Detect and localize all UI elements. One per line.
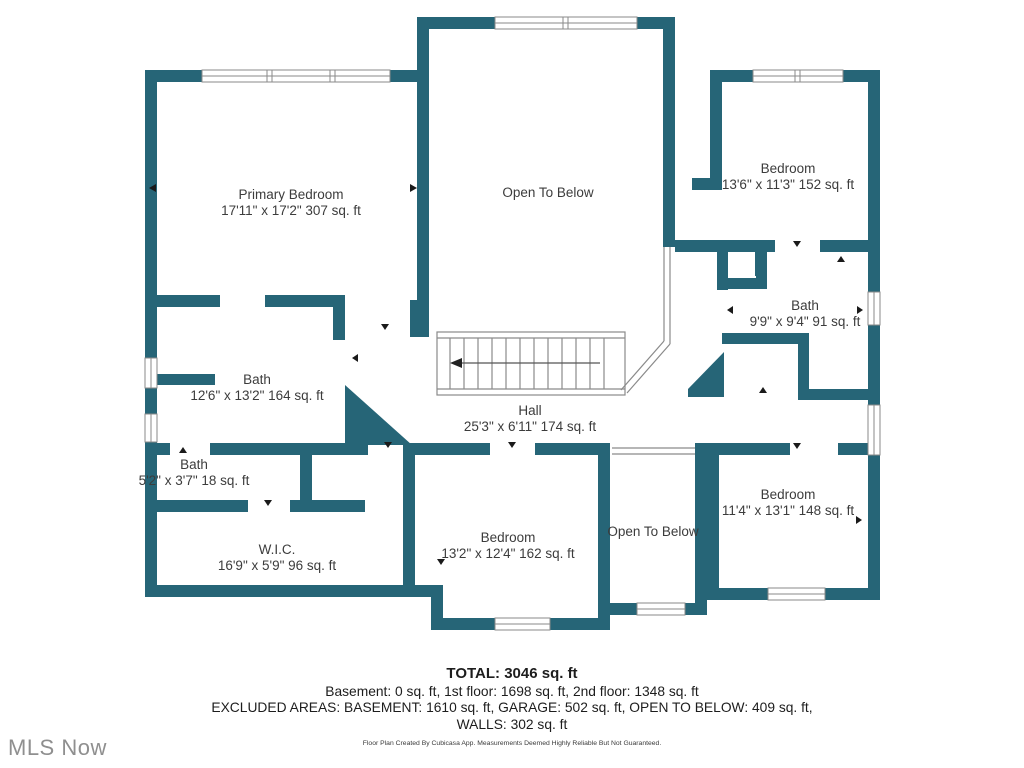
room-dims: 16'9" x 5'9" 96 sq. ft xyxy=(217,558,337,574)
room-name: Open To Below xyxy=(502,185,594,200)
room-label-open-to-below-bottom xyxy=(607,524,698,540)
room-name: Bedroom xyxy=(480,530,536,545)
room-label-primary-bedroom xyxy=(221,187,361,219)
disclaimer-text: Floor Plan Created By Cubicasa App. Measurements Deemed Highly Reliable But Not Guaranteed. xyxy=(362,739,662,747)
room-dims: 11'4" x 13'1" 148 sq. ft xyxy=(721,503,855,519)
room-label-bedroom-bottom-right xyxy=(722,487,854,519)
room-dims: 12'6" x 13'2" 164 sq. ft xyxy=(190,388,324,404)
room-name: Primary Bedroom xyxy=(238,187,344,202)
room-label-bedroom-bottom-center xyxy=(441,530,574,562)
room-dims: 9'9" x 9'4" 91 sq. ft xyxy=(749,314,861,330)
room-name: W.I.C. xyxy=(258,542,296,557)
staircase xyxy=(437,332,625,395)
floor-areas: Basement: 0 sq. ft, 1st floor: 1698 sq. ft, 2nd floor: 1348 sq. ft xyxy=(325,684,699,700)
room-dims: 13'2" x 12'4" 162 sq. ft xyxy=(441,546,575,562)
room-dims: 5'2" x 3'7" 18 sq. ft xyxy=(138,473,250,489)
room-label-bedroom-top-right xyxy=(722,161,854,193)
area-summary xyxy=(0,664,1024,747)
room-name: Bath xyxy=(180,457,208,472)
room-label-wic xyxy=(218,542,336,574)
room-label-bath-left xyxy=(190,372,323,404)
room-name: Bedroom xyxy=(760,487,816,502)
room-label-hall xyxy=(464,403,596,435)
room-label-bath-small xyxy=(139,457,250,489)
mls-now-watermark: MLS Now xyxy=(8,735,107,760)
walls-area: WALLS: 302 sq. ft xyxy=(456,716,568,732)
room-dims: 17'11" x 17'2" 307 sq. ft xyxy=(221,203,361,219)
room-name: Hall xyxy=(518,403,542,418)
room-dims: 13'6" x 11'3" 152 sq. ft xyxy=(721,177,855,193)
room-name: Bath xyxy=(243,372,271,387)
stair-direction-arrow xyxy=(450,358,462,368)
room-name: Open To Below xyxy=(607,524,699,539)
room-name: Bedroom xyxy=(760,161,816,176)
excluded-areas: EXCLUDED AREAS: BASEMENT: 1610 sq. ft, GARAGE: 502 sq. ft, OPEN TO BELOW: 409 sq. ft, xyxy=(211,700,813,716)
room-dims: 25'3" x 6'11" 174 sq. ft xyxy=(463,419,597,435)
room-label-bath-right xyxy=(750,298,861,330)
room-label-open-to-below-top xyxy=(502,185,593,201)
room-name: Bath xyxy=(791,298,819,313)
total-area: TOTAL: 3046 sq. ft xyxy=(446,665,578,682)
